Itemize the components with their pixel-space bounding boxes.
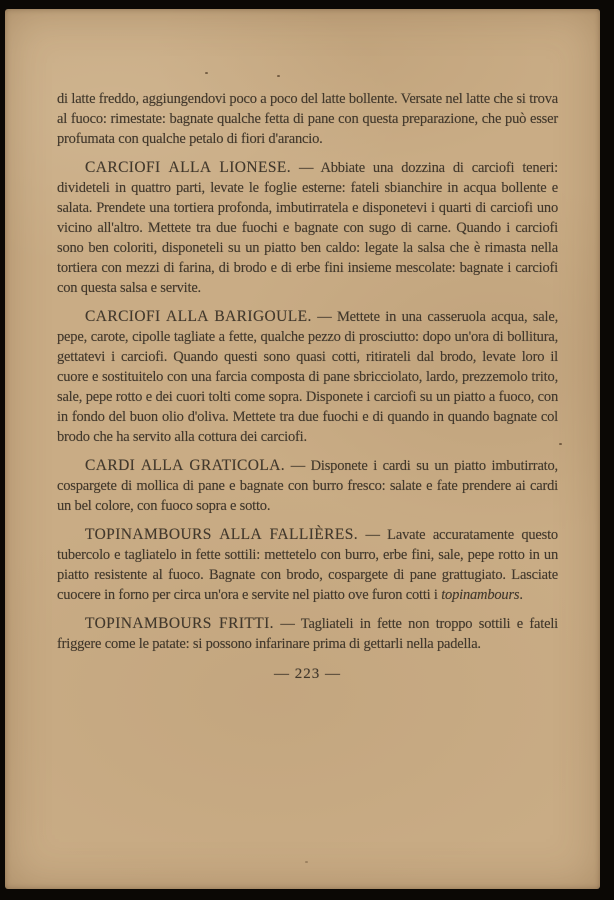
recipe-title: CARCIOFI ALLA BARIGOULE. (85, 308, 312, 325)
em-dash-separator: — (273, 616, 301, 632)
recipe-topinambours-fritti (57, 614, 558, 654)
recipe-title: CARCIOFI ALLA LIONESE. (85, 159, 292, 176)
recipe-body: Tagliateli in fette non troppo sottili e fateli friggere come le patate: si possono infarinare prima di gettarli nella padella. (57, 616, 558, 652)
recipe-title: CARDI ALLA GRATICOLA. (85, 457, 286, 474)
recipe-body: Disponete i cardi su un piatto imbutirrato, cospargete di mollica di pane e bagnate con burro fresco: salate e fate prendere ai cardi un bel colore, con fuoco sopra e sotto. (57, 458, 558, 514)
recipe-body: Abbiate una dozzina di carciofi teneri: divideteli in quattro parti, levate le foglie esterne: fateli sbianchire in acqua bollente e salata. Prendete una tortiera profonda, imbutirratela e disponetevi i quarti di carciofi uno vicino all'altro. Mettete tra due fuochi e bagnate con sugo di carne. Quando i carciofi sono ben coloriti, disponeteli su un piatto ben caldo: legate la salsa che è rimasta nella tortiera con mezzi di farina, di brodo e di erbe fini insieme mescolate: bagnate i carciofi con questa salsa e servite. (57, 160, 558, 296)
em-dash-separator: — (311, 309, 337, 325)
recipe-carciofi-alla-barigoule (57, 307, 558, 447)
recipe-cardi-alla-graticola (57, 456, 558, 516)
recipe-title: TOPINAMBOURS ALLA FALLIÈRES. (85, 526, 359, 543)
recipe-body-end: . (519, 587, 523, 603)
paper-speck (277, 75, 280, 77)
em-dash-separator: — (358, 527, 388, 543)
italic-term: topinambours (441, 587, 520, 603)
em-dash-separator: — (285, 458, 311, 474)
recipe-title: TOPINAMBOURS FRITTI. (85, 615, 274, 632)
page-number: — 223 — (274, 666, 341, 682)
page-text-block (57, 89, 558, 684)
paper-speck (205, 72, 208, 74)
recipe-topinambours-alla-fallieres (57, 525, 558, 605)
recipe-body: Mettete in una casseruola acqua, sale, pepe, carote, cipolle tagliate a fette, qualche pezzo di prosciutto: dopo un'ora di bollitura, gettatevi i carciofi. Quando questi sono quasi cotti, ritirateli dal brodo, levate loro il cuore e sostituitelo con una farcia composta di pane sbricciolato, lardo, prezzemolo trito, sale, pepe rotto e dei cuori tolti come sopra. Disponete i carciofi su un piatto a fuoco, con in fondo del buon olio d'oliva. Mettete tra due fuochi e di quando in quando bagnate col brodo che ha servito alla cottura dei carciofi. (57, 309, 559, 445)
paper-speck (305, 861, 308, 863)
recipe-body: Lavate accuratamente questo tubercolo e tagliatelo in fette sottili: mettetelo con burro, erbe fini, sale, pepe rotto in un piatto resistente al fuoco. Bagnate con brodo, cospargete di pane grattugiato. Lasciate cuocere in forno per circa un'ora e servite nel piatto ove furon cotti i (57, 527, 558, 603)
paper-speck (559, 443, 562, 445)
recipe-carciofi-alla-lionese (57, 158, 558, 298)
em-dash-separator: — (291, 160, 321, 176)
book-page-paper (5, 9, 600, 889)
paragraph-continuation: di latte freddo, aggiungendovi poco a poco del latte bollente. Versate nel latte che si trova al fuoco: rimestate: bagnate qualche fetta di pane con questa preparazione, che può esser profumata con qualche petalo di fiori d'arancio. (57, 91, 558, 147)
